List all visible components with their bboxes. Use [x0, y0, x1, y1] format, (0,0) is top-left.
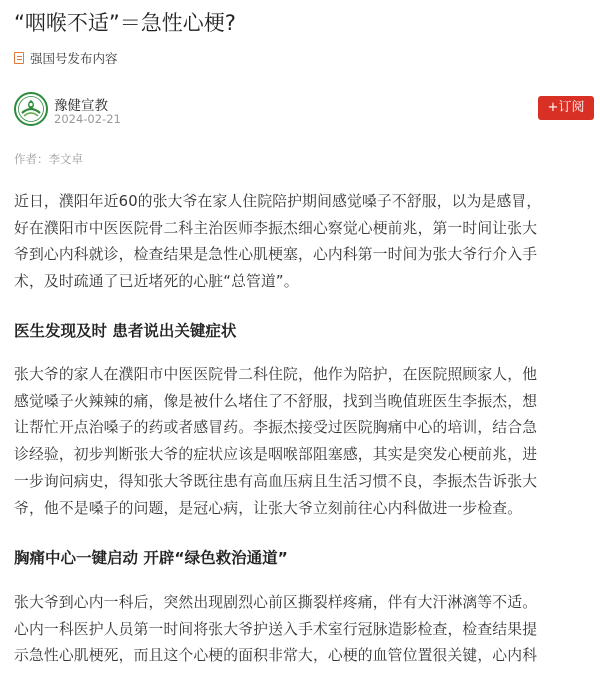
- text-line: 让帮忙开点治嗓子的药或者感冒药。李振杰接受过医院胸痛中心的培训，结合急: [14, 419, 538, 437]
- text-line: 张大爷到心内一科后，突然出现剧烈心前区撕裂样疼痛，伴有大汗淋漓等不适。: [14, 594, 538, 611]
- subscribe-button[interactable]: +订阅: [538, 96, 594, 120]
- paragraph-2: [14, 362, 594, 522]
- document-icon: [14, 52, 24, 64]
- publish-date: 2024-02-21: [54, 112, 121, 126]
- text-line: 诊经验，初步判断张大爷的症状应该是咽喉部阻塞感，其实是突发心梗前兆，进: [14, 446, 538, 464]
- source-text: 强国号发布内容: [30, 51, 118, 66]
- section-heading-1: 医生发现及时 患者说出关键症状: [14, 322, 237, 340]
- text-line: 术，及时疏通了已近堵死的心脏“总管道”。: [14, 273, 299, 291]
- section-heading-2: 胸痛中心一键启动 开辟“绿色救治通道”: [14, 549, 288, 567]
- text-line: 爷，他不是嗓子的问题，是冠心病，让张大爷立刻前往心内科做进一步检查。: [14, 499, 523, 517]
- avatar[interactable]: [14, 92, 48, 126]
- byline: 作者：李文卓: [14, 152, 83, 166]
- text-line: 感觉嗓子火辣辣的痛，像是被什么堵住了不舒服，找到当晚值班医生李振杰，想: [14, 392, 538, 410]
- text-line: 张大爷的家人在濮阳市中医医院骨二科住院，他作为陪护，在医院照顾家人，他: [14, 366, 538, 383]
- author-row: [14, 92, 594, 128]
- article-title: “咽喉不适”＝急性心梗?: [14, 11, 236, 35]
- paragraph-3: [14, 590, 594, 670]
- text-line: 爷到心内科就诊，检查结果是急性心肌梗塞，心内科第一时间为张大爷行介入手: [14, 246, 538, 264]
- source-label: [14, 49, 118, 67]
- author-name[interactable]: 豫健宣教: [54, 98, 108, 114]
- text-line: 一步询问病史，得知张大爷既往患有高血压病且生活习惯不良，李振杰告诉张大: [14, 472, 538, 490]
- text-line: 示急性心肌梗死，而且这个心梗的面积非常大，心梗的血管位置很关键，心内科: [14, 647, 538, 665]
- paragraph-1: [14, 189, 594, 296]
- text-line: 心内一科医护人员第一时间将张大爷护送入手术室行冠脉造影检查，检查结果提: [14, 620, 538, 638]
- text-line: 好在濮阳市中医医院骨二科主治医师李振杰细心察觉心梗前兆，第一时间让张大: [14, 219, 538, 237]
- text-line: 近日，濮阳年近60的张大爷在家人住院陪护期间感觉嗓子不舒服，以为是感冒，: [14, 193, 542, 210]
